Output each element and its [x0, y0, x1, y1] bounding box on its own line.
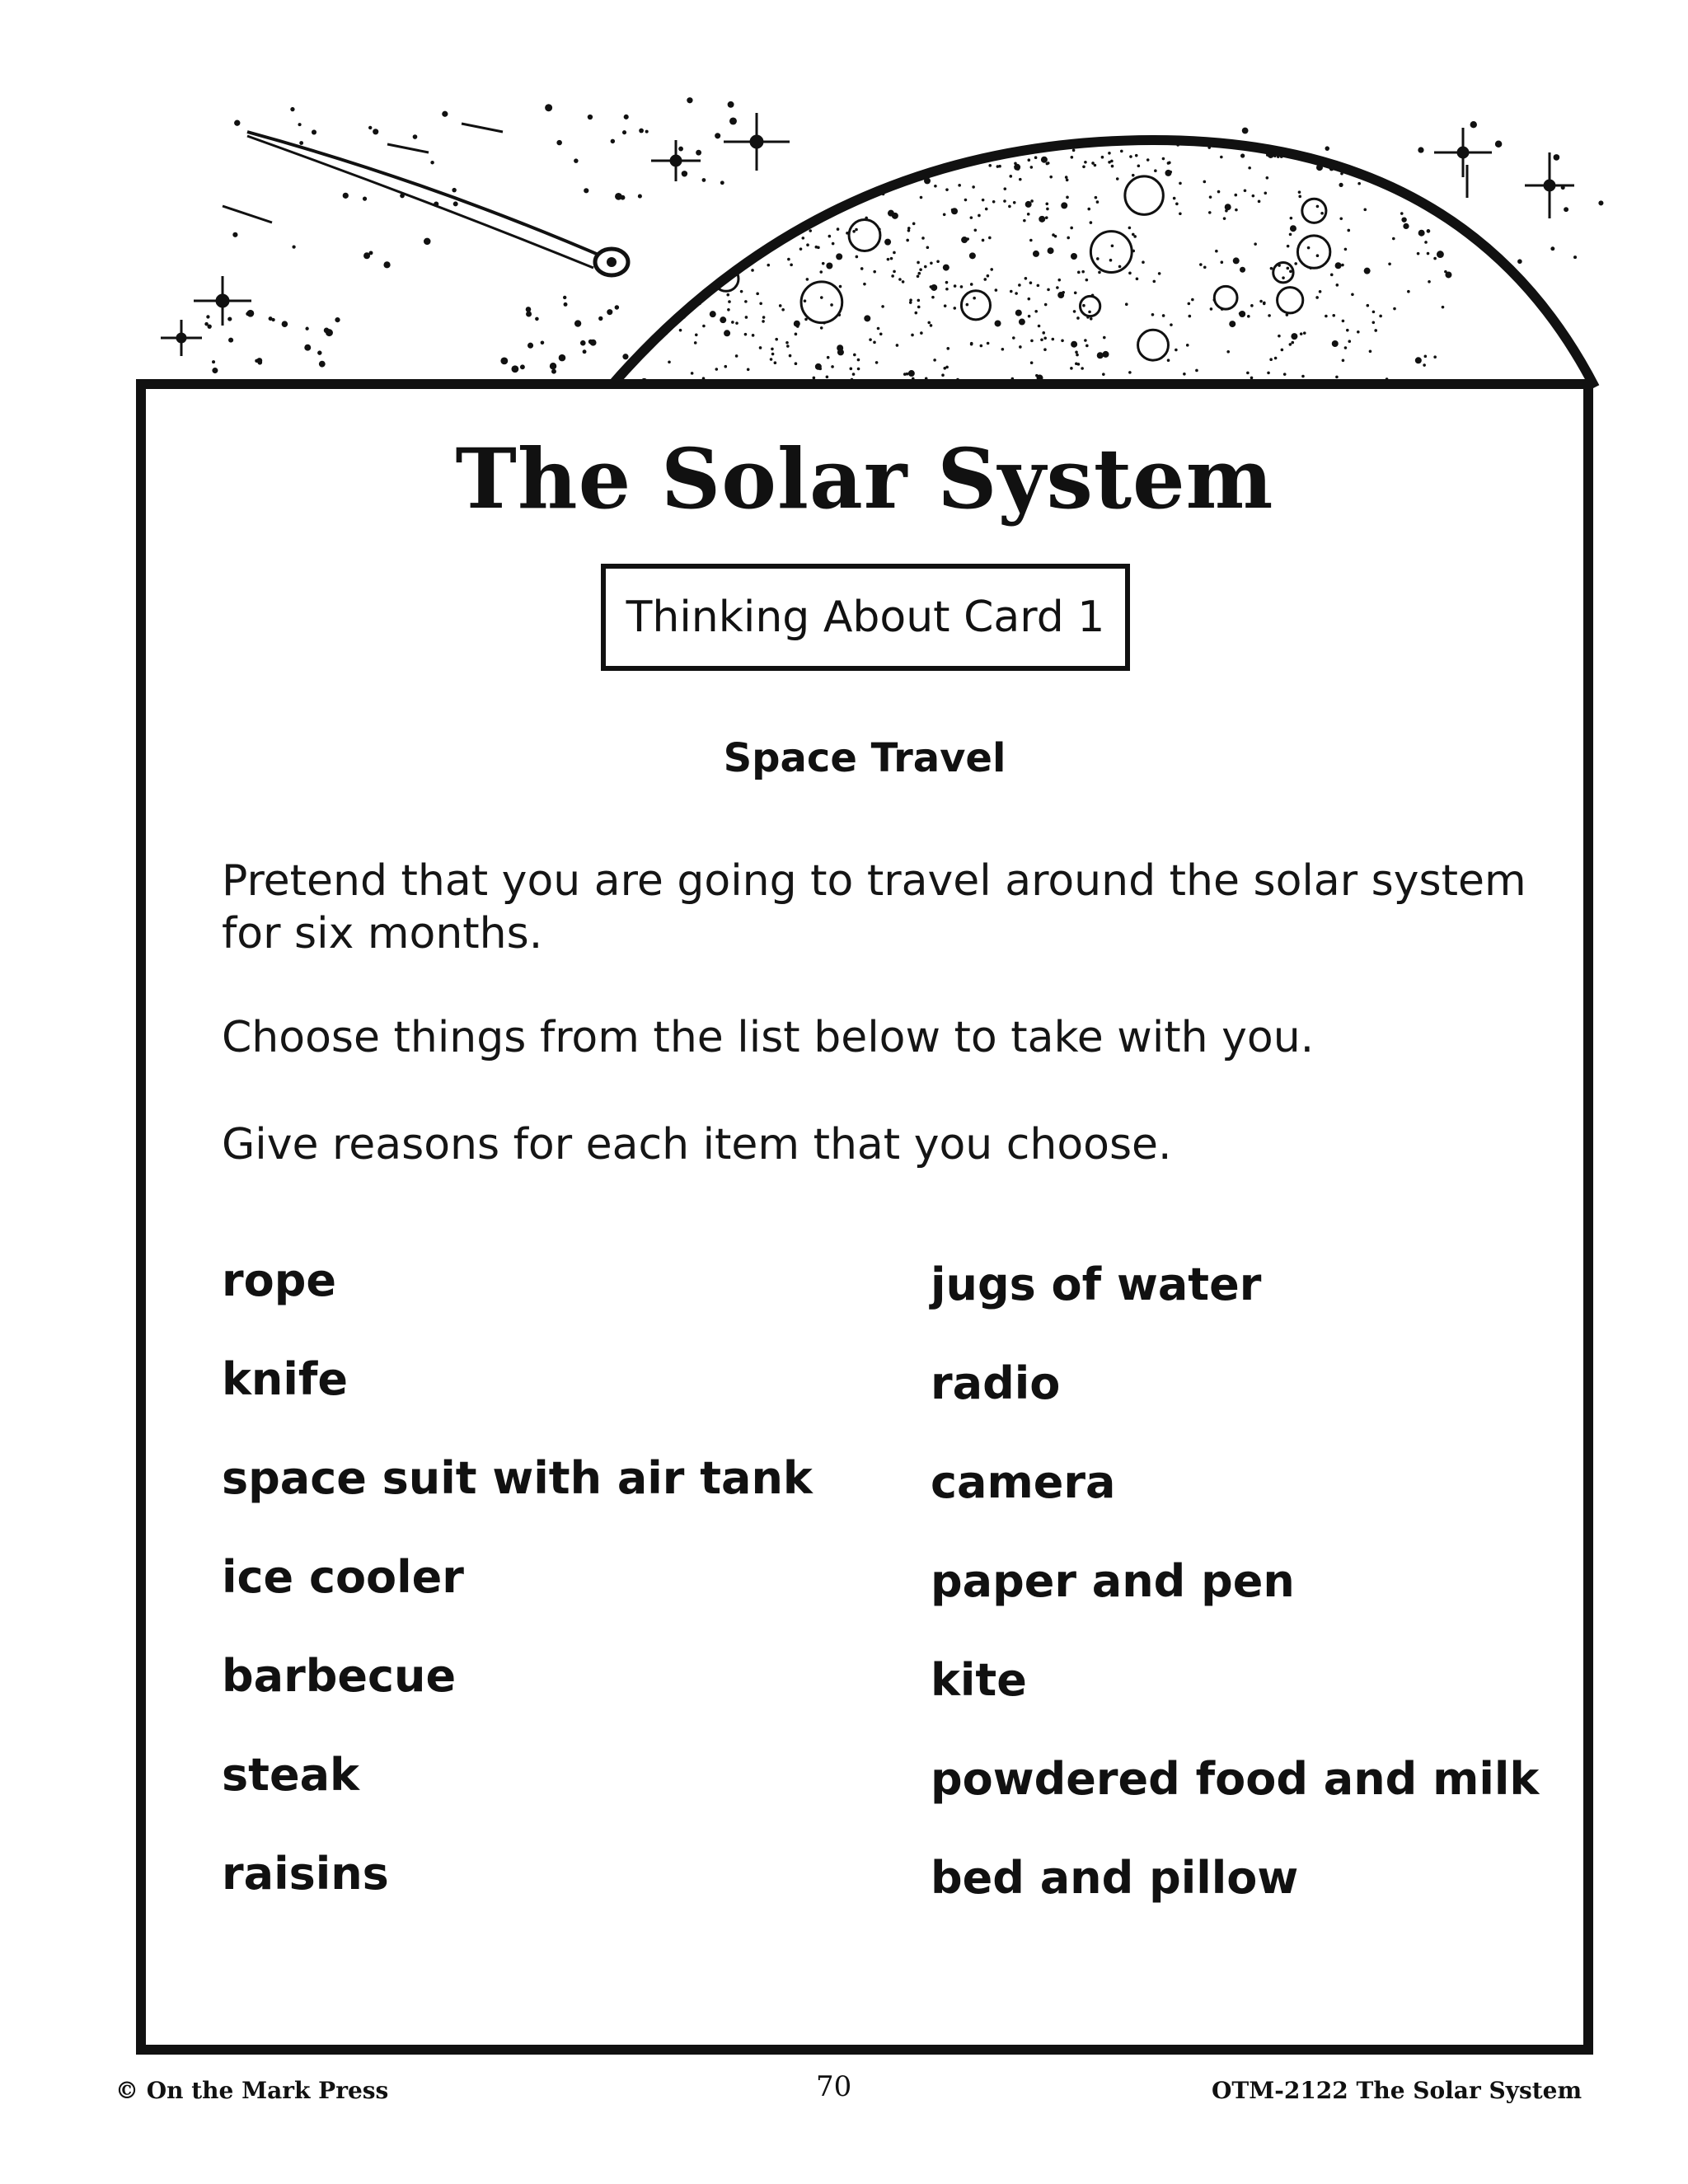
list-item: raisins: [222, 1848, 389, 1900]
list-item: kite: [931, 1654, 1027, 1706]
list-item: space suit with air tank: [222, 1452, 813, 1504]
list-item: paper and pen: [931, 1555, 1295, 1607]
footer-page-number: 70: [816, 2070, 852, 2103]
card-label-box: [601, 564, 1130, 671]
space-illustration: [0, 0, 1688, 396]
section-subtitle: Space Travel: [723, 735, 1006, 781]
comet-icon: [223, 124, 628, 275]
list-item: barbecue: [222, 1650, 457, 1702]
footer-copyright: © On the Mark Press: [115, 2077, 389, 2104]
instruction-paragraph-2: Choose things from the list below to take with you.: [222, 1013, 1315, 1062]
instruction-paragraph-1: Pretend that you are going to travel around the solar system for six months.: [222, 856, 1526, 958]
card-label: Thinking About Card 1: [626, 593, 1105, 642]
page-title: The Solar System: [455, 430, 1274, 527]
list-item: powdered food and milk: [931, 1753, 1540, 1805]
planet-icon: [610, 140, 1595, 393]
footer-book-code: OTM-2122 The Solar System: [1212, 2077, 1582, 2104]
list-item: steak: [222, 1749, 359, 1801]
list-item: radio: [931, 1357, 1061, 1409]
list-item: jugs of water: [931, 1258, 1262, 1310]
list-item: ice cooler: [222, 1551, 464, 1603]
list-item: bed and pillow: [931, 1852, 1299, 1904]
list-item: camera: [931, 1456, 1116, 1508]
list-item: rope: [222, 1254, 337, 1306]
list-item: knife: [222, 1353, 348, 1405]
instruction-paragraph-3: Give reasons for each item that you choose.: [222, 1120, 1172, 1169]
worksheet-frame: [136, 379, 1593, 2055]
